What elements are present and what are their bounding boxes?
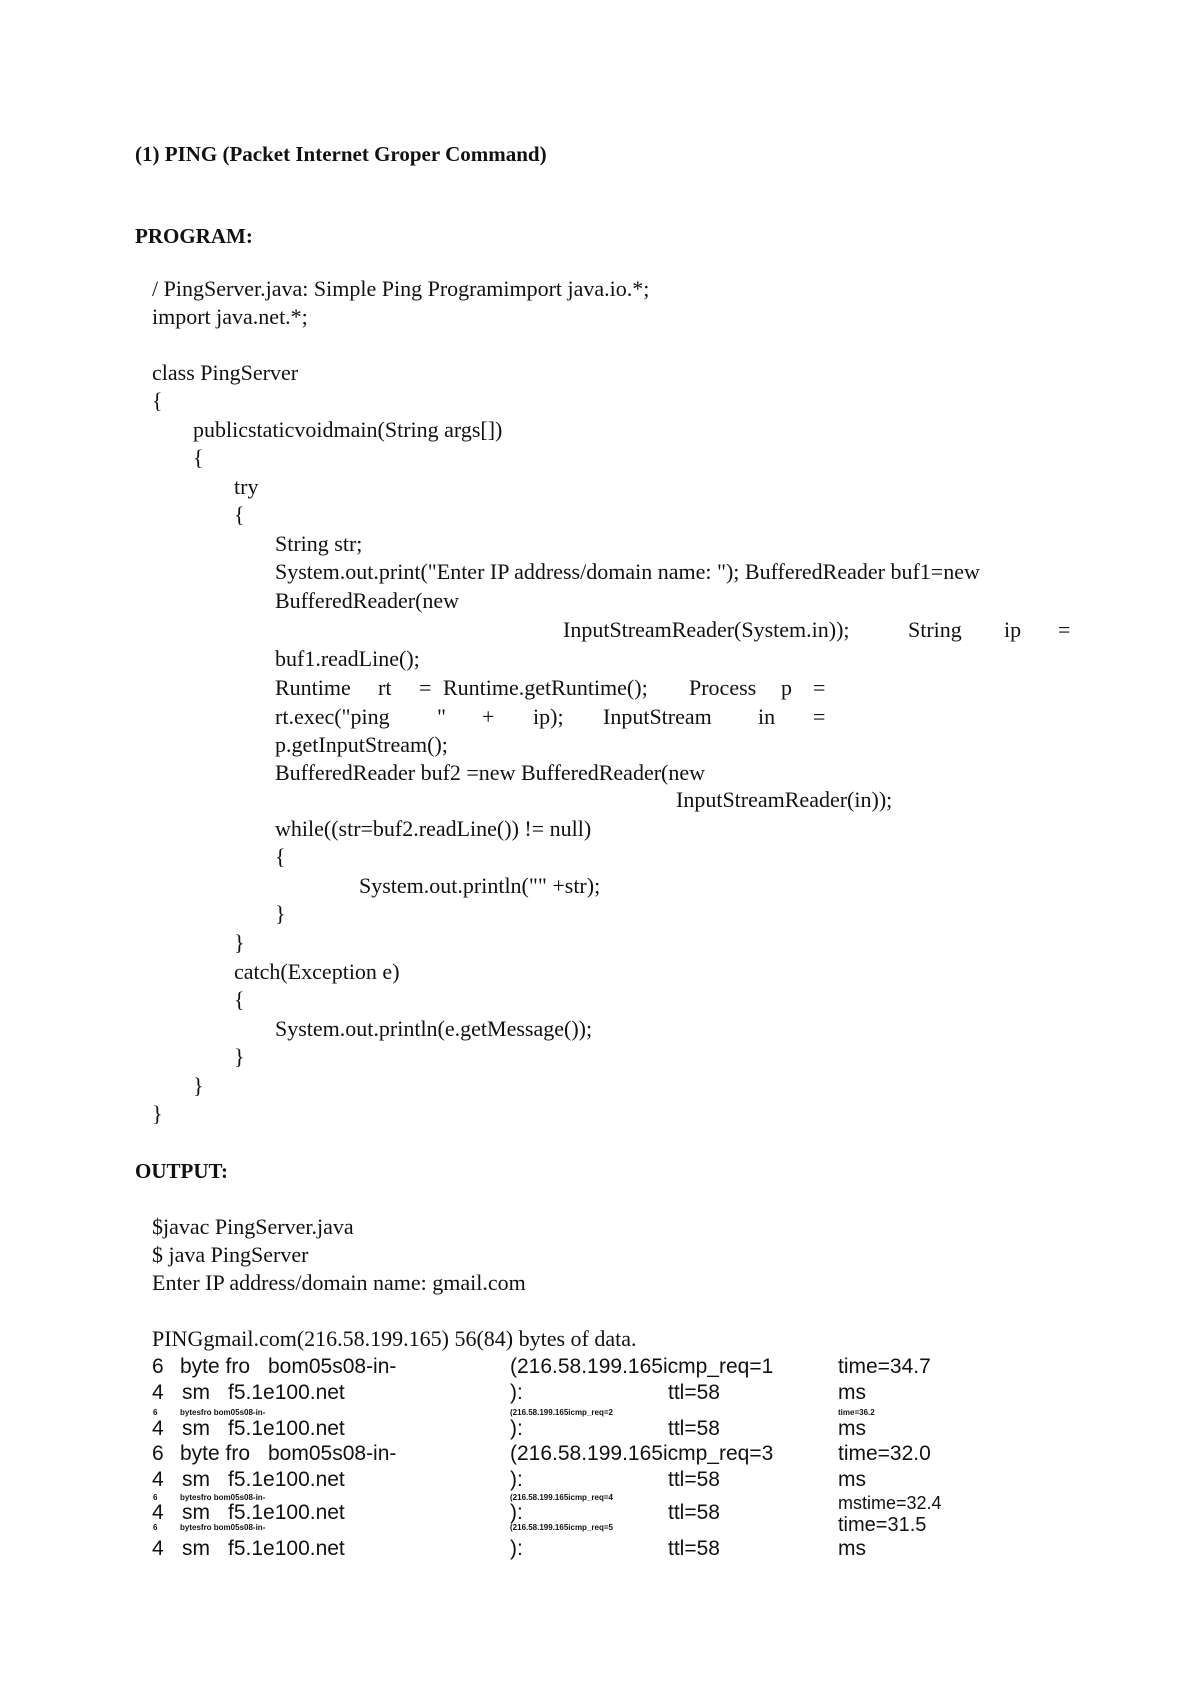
code-line: catch(Exception e)	[234, 959, 400, 984]
ping-cell: (216.58.199.165icmp_req=1	[510, 1355, 774, 1378]
ping-cell-tiny: time=36.2	[838, 1408, 875, 1417]
terminal-line: Enter IP address/domain name: gmail.com	[152, 1270, 526, 1295]
ping-cell: ):	[510, 1381, 523, 1404]
code-line: {	[234, 987, 245, 1012]
code-token: =	[813, 704, 826, 729]
ping-cell: ms	[838, 1381, 866, 1404]
ping-cell: sm	[182, 1417, 210, 1440]
code-token: =	[813, 675, 826, 700]
code-line: System.out.println("" +str);	[359, 873, 601, 898]
code-line: System.out.print("Enter IP address/domain name: "); BufferedReader buf1=new	[275, 559, 980, 584]
ping-cell-tiny: (216.58.199.165icmp_req=2	[510, 1408, 613, 1417]
code-line: import java.net.*;	[152, 304, 308, 329]
code-line: }	[234, 930, 245, 955]
code-line: String str;	[275, 531, 363, 556]
code-token: p	[781, 675, 792, 700]
code-token: in	[758, 704, 776, 729]
ping-cell: 4	[152, 1537, 164, 1560]
ping-cell-tiny: bytesfro bom05s08-in-	[180, 1408, 266, 1417]
ping-cell: bom05s08-in-	[268, 1355, 397, 1378]
code-token: Process	[689, 675, 757, 700]
code-line: buf1.readLine();	[275, 646, 420, 671]
ping-cell-tiny: 6	[153, 1523, 158, 1532]
code-line: {	[234, 502, 245, 527]
ping-cell: ms	[838, 1468, 866, 1491]
code-token: +	[482, 704, 495, 729]
page-title: (1) PING (Packet Internet Groper Command)	[135, 142, 547, 166]
ping-cell-tiny: bytesfro bom05s08-in-	[180, 1523, 266, 1532]
ping-cell: 4	[152, 1417, 164, 1440]
ping-cell: 4	[152, 1381, 164, 1404]
code-token: rt	[378, 675, 392, 700]
code-token: ip);	[533, 704, 564, 729]
ping-cell: 4	[152, 1468, 164, 1491]
code-token: Runtime.getRuntime();	[443, 675, 648, 700]
program-label: PROGRAM:	[135, 224, 253, 248]
ping-cell: ttl=58	[668, 1501, 720, 1524]
ping-cell: ttl=58	[668, 1537, 720, 1560]
ping-cell-tiny: 6	[153, 1493, 158, 1502]
code-line: p.getInputStream();	[275, 732, 448, 757]
ping-cell: ttl=58	[668, 1468, 720, 1491]
ping-cell: f5.1e100.net	[228, 1537, 345, 1560]
ping-cell: f5.1e100.net	[228, 1468, 345, 1491]
ping-cell: sm	[182, 1537, 210, 1560]
code-line: while((str=buf2.readLine()) != null)	[275, 816, 592, 841]
ping-cell-tiny: (216.58.199.165icmp_req=4	[510, 1493, 613, 1502]
code-line: }	[275, 901, 286, 926]
ping-cell: ttl=58	[668, 1381, 720, 1404]
ping-cell: time=34.7	[838, 1355, 931, 1378]
code-line: InputStreamReader(in));	[676, 787, 893, 812]
ping-cell: f5.1e100.net	[228, 1381, 345, 1404]
ping-cell: ttl=58	[668, 1417, 720, 1440]
code-line: }	[234, 1044, 245, 1069]
ping-cell: f5.1e100.net	[228, 1501, 345, 1524]
code-token: rt.exec("ping	[275, 704, 390, 729]
code-line: }	[152, 1101, 163, 1126]
ping-cell: ms	[838, 1537, 866, 1560]
code-line: try	[234, 474, 259, 499]
code-token: String	[908, 617, 962, 642]
code-token: =	[419, 675, 432, 700]
ping-cell: ):	[510, 1417, 523, 1440]
ping-cell: time=31.5	[838, 1514, 927, 1536]
code-line: class PingServer	[152, 360, 299, 385]
ping-cell: sm	[182, 1381, 210, 1404]
code-line: {	[275, 844, 286, 869]
terminal-line: $javac PingServer.java	[152, 1214, 354, 1239]
ping-cell: ):	[510, 1537, 523, 1560]
ping-cell: f5.1e100.net	[228, 1417, 345, 1440]
terminal-line: PINGgmail.com(216.58.199.165) 56(84) bytes of data.	[152, 1326, 637, 1351]
code-line: BufferedReader buf2 =new BufferedReader(new	[275, 760, 706, 785]
code-token: InputStreamReader(System.in));	[563, 617, 850, 642]
code-token: =	[1058, 617, 1071, 642]
code-line: {	[193, 445, 204, 470]
ping-cell-tiny: bytesfro bom05s08-in-	[180, 1493, 266, 1502]
ping-cell: 6	[152, 1355, 164, 1378]
code-token: ip	[1004, 617, 1022, 642]
code-token: InputStream	[603, 704, 712, 729]
ping-cell: ):	[510, 1468, 523, 1491]
code-line: {	[152, 388, 163, 413]
code-line: }	[193, 1073, 204, 1098]
terminal-line: $ java PingServer	[152, 1242, 309, 1267]
code-token: Runtime	[275, 675, 351, 700]
ping-cell: bom05s08-in-	[268, 1442, 397, 1465]
ping-cell: ):	[510, 1501, 523, 1524]
code-token: "	[437, 704, 446, 729]
ping-cell: 6	[152, 1442, 164, 1465]
ping-cell: byte fro	[180, 1442, 251, 1465]
code-line: / PingServer.java: Simple Ping Programimport java.io.*;	[152, 276, 650, 301]
ping-cell: mstime=32.4	[838, 1493, 942, 1513]
code-line: System.out.println(e.getMessage());	[275, 1016, 593, 1041]
ping-cell-tiny: 6	[153, 1408, 158, 1417]
ping-cell: time=32.0	[838, 1442, 931, 1465]
ping-cell: (216.58.199.165icmp_req=3	[510, 1442, 774, 1465]
ping-cell: ms	[838, 1417, 866, 1440]
code-line: publicstaticvoidmain(String args[])	[193, 417, 503, 442]
output-label: OUTPUT:	[135, 1159, 228, 1183]
ping-cell-tiny: (216.58.199.165icmp_req=5	[510, 1523, 613, 1532]
ping-cell: sm	[182, 1468, 210, 1491]
ping-cell: 4	[152, 1501, 164, 1524]
ping-cell: sm	[182, 1501, 210, 1524]
ping-cell: byte fro	[180, 1355, 251, 1378]
code-line: BufferedReader(new	[275, 588, 460, 613]
